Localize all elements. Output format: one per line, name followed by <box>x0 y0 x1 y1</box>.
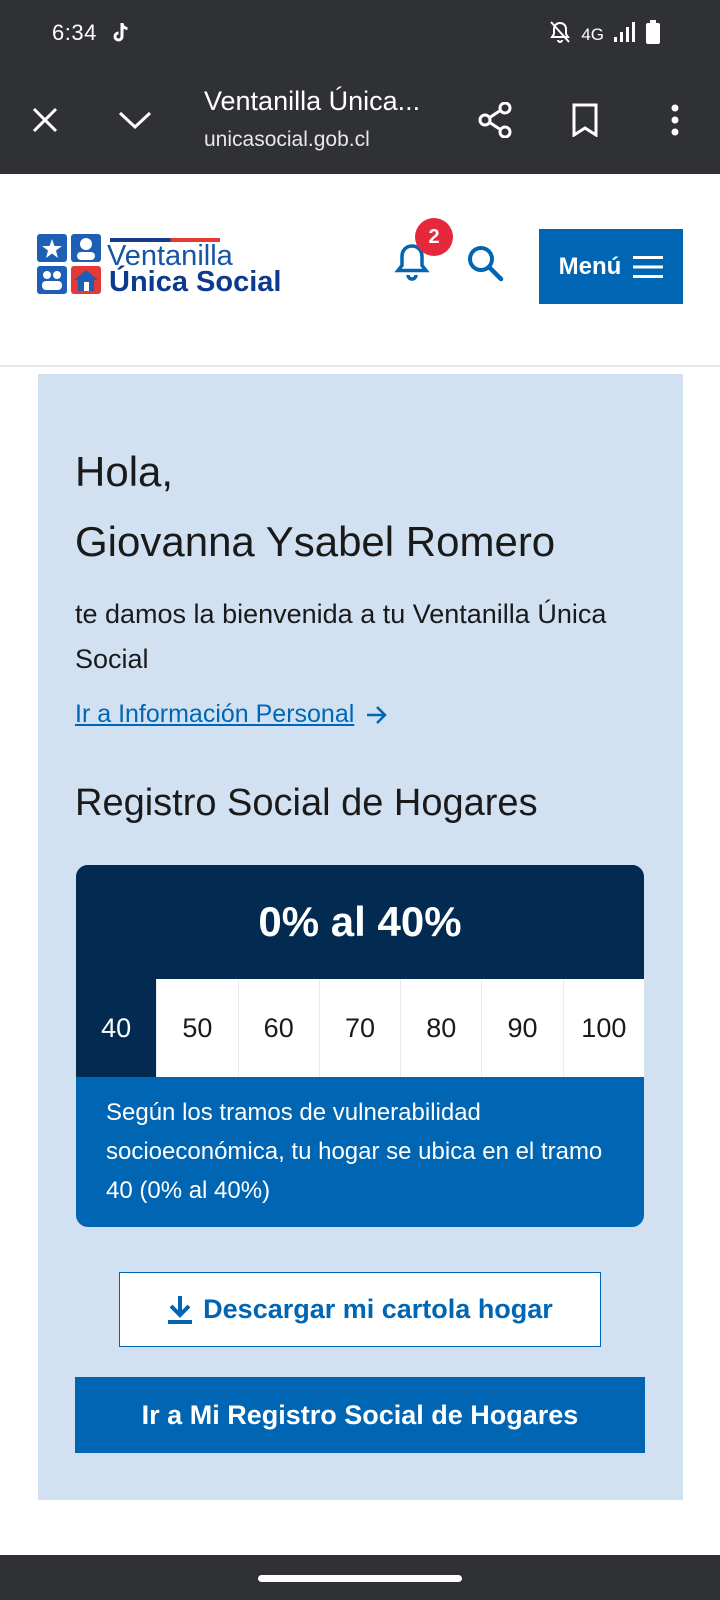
rsh-step-40: 40 <box>76 979 156 1077</box>
rsh-step-60: 60 <box>238 979 319 1077</box>
rsh-range: 0% al 40% <box>76 865 644 979</box>
site-header <box>0 174 720 367</box>
welcome-text: te damos la bienvenida a tu Ventanilla Única Social <box>75 599 607 674</box>
page-title: Ventanilla Única... <box>204 86 421 116</box>
rsh-step-50: 50 <box>156 979 237 1077</box>
logo-squares <box>37 234 103 296</box>
bookmark-icon[interactable] <box>561 96 609 144</box>
personal-info-link-text[interactable]: Ir a Información Personal <box>75 700 355 728</box>
status-bar <box>0 0 720 66</box>
browser-bar <box>0 66 720 174</box>
logo-text-unica-social: Única Social <box>109 266 282 298</box>
menu-label: Menú <box>558 252 622 280</box>
signal-icon <box>614 22 636 47</box>
rsh-summary <box>76 865 644 1227</box>
rsh-step-80: 80 <box>400 979 481 1077</box>
rsh-step-70: 70 <box>319 979 400 1077</box>
menu-button[interactable] <box>539 229 683 304</box>
user-name: Giovanna Ysabel Romero <box>75 518 556 565</box>
home-handle[interactable] <box>258 1575 462 1582</box>
personal-info-link[interactable] <box>75 700 388 729</box>
rsh-steps <box>76 979 644 1077</box>
download-cartola-button[interactable] <box>119 1272 601 1347</box>
rsh-step-100: 100 <box>563 979 644 1077</box>
network-type: 4G <box>581 24 604 44</box>
download-label: Descargar mi cartola hogar <box>203 1294 553 1324</box>
status-time: 6:34 <box>52 20 97 45</box>
rsh-title: Registro Social de Hogares <box>75 782 538 824</box>
close-icon[interactable] <box>21 96 69 144</box>
go-to-rsh-button[interactable]: Ir a Mi Registro Social de Hogares <box>75 1377 645 1453</box>
rsh-step-90: 90 <box>481 979 562 1077</box>
notification-badge: 2 <box>415 218 453 256</box>
arrow-right-icon <box>366 705 388 725</box>
greeting: Hola, <box>75 448 174 495</box>
search-button[interactable] <box>466 244 506 284</box>
battery-icon <box>646 20 660 49</box>
page-url[interactable]: unicasocial.gob.cl <box>204 128 370 151</box>
rsh-note: Según los tramos de vulnerabilidad socioeconómica, tu hogar se ubica en el tramo 40 (0% al 40%) <box>106 1099 603 1204</box>
more-icon[interactable] <box>651 96 699 144</box>
download-icon <box>167 1295 193 1325</box>
hamburger-icon <box>633 256 663 278</box>
chevron-down-icon[interactable] <box>111 96 159 144</box>
share-icon[interactable] <box>471 96 519 144</box>
status-icons <box>549 20 660 49</box>
search-icon <box>466 244 504 282</box>
logo-text-ventanilla: Ventanilla <box>107 240 233 272</box>
system-nav-bar <box>0 1555 720 1600</box>
site-logo[interactable] <box>37 234 287 296</box>
tiktok-icon <box>111 21 131 50</box>
mute-icon <box>549 20 571 49</box>
